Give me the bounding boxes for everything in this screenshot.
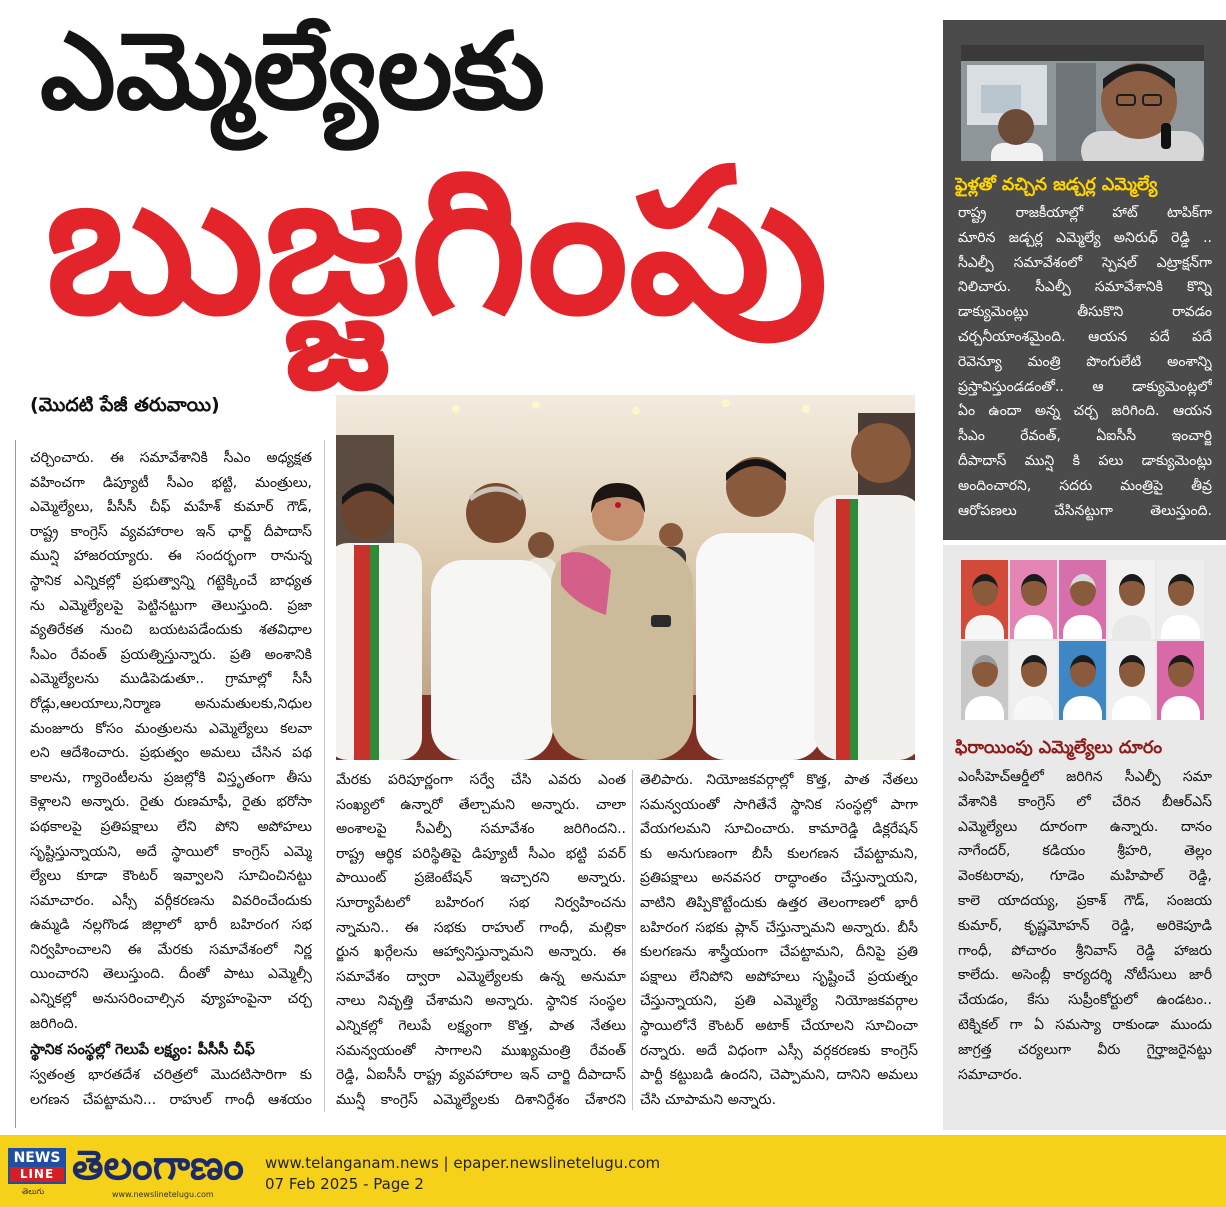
text-line: రాష్ట్ర రాజకీయాల్లో హాట్ టాపిక్‌గా [958,205,1212,221]
text-line: రెడ్డి, ఏఐసీసీ రాష్ట్ర వ్యవహారాల ఇన్ చార్జి దీపాదాస్ [336,1067,626,1084]
text-line: సృష్టిస్తున్నాయని, అదే స్థాయిలో కాంగ్రెస్ ఎమ్మె [30,843,312,860]
text-line: కుమార్, కృష్ణమోహన్ రెడ్డి, అరికెపూడి [958,917,1212,934]
text-line: సమాచారం. ఎస్సీ వర్గీకరణను వివరించేందుకు [30,892,312,909]
left-column-subheading: స్థానిక సంస్థల్లో గెలుపే లక్ష్యం: పీసీసీ చీఫ్ [30,1042,255,1058]
mla-shoulders [1161,696,1200,720]
mla-photo [1108,641,1155,720]
mla-head [972,574,998,606]
clp-meeting-photo-image [336,395,915,760]
mla-shoulders [1161,615,1200,639]
text-line: చేయడం, కేసు సుప్రీంకోర్టులో ఉండటం.. [958,992,1212,1009]
mla-shoulders [1014,696,1053,720]
text-line: ఎన్నికల్లో అనుసరించాల్సిన వ్యూహంపైనా చర్చ [30,991,312,1008]
mla-head [1119,574,1145,606]
text-line: చర్చించారు. ఈ సమావేశానికి సీఎం అధ్యక్షత [30,450,312,466]
text-line: ఎమ్మెల్యేలను ముడిపెడుతూ.. గ్రామాల్లో సీసీ [30,671,312,688]
newsline-logo [8,1148,66,1184]
text-line: బహిరంగ సభకు ప్లాన్ చేస్తున్నామని అన్నారు. బీసీ [640,919,918,936]
mla-photo [1010,560,1057,639]
text-line: తెలిపారు. నియోజకవర్గాల్లో కొత్త, పాత నేతలు [640,772,918,788]
text-line: నాగేందర్, కడియం శ్రీహరి, తెల్లం [958,843,1212,860]
text-line: న్నామని.. ఈ సభకు రాహుల్ గాంధీ, మల్లికా [336,919,626,936]
text-line: చేస్తున్నాయని, ప్రతి ఎమ్మెల్యే నియోజకవర్గాల [640,993,918,1010]
text-line: సూర్యాపేటలో బహిరంగ సభ నిర్వహించను [336,894,626,911]
newsline-logo-top: NEWS [10,1150,64,1167]
sidebar-top-text [958,201,1212,523]
mla-photo [961,560,1008,639]
text-line: ర్జున ఖర్గేలను ఆహ్వానిస్తున్నామని అన్నారు. ఈ [336,944,626,961]
text-line: సమన్వయంతో సాగితేనే స్థానిక సంస్థల్లో పాగా [640,796,918,813]
text-line: నాలు నివృత్తి చేశామని అన్నారు. స్థానిక సంస్థల [336,993,626,1010]
newsline-logo-caption: తెలుగు [22,1187,45,1196]
text-line: ఎంసీహెచ్ఆర్డీలో జరిగిన సీఎల్పీ సమా [958,769,1212,785]
text-line: మున్షి హాజరయ్యారు. ఈ సందర్భంగా రానున్న [30,548,312,565]
mla-photo [1157,641,1204,720]
left-column-subsection-text [30,1063,312,1112]
mla-shoulders [1112,696,1151,720]
text-line: ఎమ్మెల్యేలు దూరంగా ఉన్నారు. దానం [958,818,1212,835]
text-line: దీపాదాస్ మున్షి కి పలు డాక్యుమెంట్లు [958,452,1212,469]
mla-photo [1059,560,1106,639]
mla-head [1119,655,1145,687]
mla-shoulders [965,696,1004,720]
mla-head [1021,574,1047,606]
middle-column-1-text [336,768,626,1112]
headline-main [45,118,828,368]
left-column-text [30,446,312,1036]
text-line: ఉమ్మడి నల్లగొండ జిల్లాలో భారీ బహిరంగ సభ [30,917,312,934]
headline-line-1: ఎమ్మెల్యేలకు [40,10,545,134]
text-line: పాయింట్ ప్రజెంటేషన్ ఇచ్చారని అన్నారు. [336,870,626,887]
text-line: ఎన్నికల్లో గెలుపే లక్ష్యంగా కొత్త, పాత నేతలు [336,1017,626,1034]
text-line: సంఖ్యలో ఉన్నారో తేల్చామని అన్నారు. చాలా [336,796,626,813]
mla-head [1168,655,1194,687]
middle-column-2-text [640,768,918,1112]
newsline-logo-bottom: LINE [10,1167,64,1182]
defected-mlas-photo-grid [961,560,1204,720]
text-line: కాలను, గ్యారెంటీలను ప్రజల్లోకి విస్తృతంగా తీసు [30,769,312,786]
text-line: అంశాలపై సీఎల్పీ సమావేశం జరిగిందని.. [336,821,626,838]
text-line: నిర్వహించాలని ఈ మేరకు సమావేశంలో నిర్ణ [30,941,312,958]
text-line: సమన్వయంతో సాగాలని ముఖ్యమంత్రి రేవంత్ [336,1042,626,1059]
headline-line-2: బుజ్జగింపు [45,126,829,359]
mla-photo [1010,641,1057,720]
text-line: జాగ్రత్త చర్యలుగా వీరు గైర్హాజరైనట్టు [958,1041,1212,1058]
text-line: మున్షీ కాంగ్రెస్ ఎమ్మెల్యేలకు దిశానిర్దేశం చేశారని [336,1091,626,1108]
sidebar-jadcherla-mla-box [943,20,1226,540]
text-line: కులగణను శాస్త్రీయంగా చేపట్టామని, దీనిపై ప్రతి [640,944,918,961]
text-line: కెళ్లాలని అన్నారు. రైతు రుణమాఫీ, రైతు భరోసా [30,794,312,811]
text-line: వహించగా డిప్యూటీ సీఎం భట్టి, మంత్రులు, [30,474,312,491]
continued-from-front-page-label: (మొదటి పేజీ తరువాయి) [30,394,220,416]
mla-shoulders [965,615,1004,639]
page-footer [0,1135,1226,1207]
text-line: కాలె యాదయ్య, ప్రకాశ్ గౌడ్, సంజయ [958,892,1212,909]
column-rule [324,440,325,1112]
column-rule [632,770,633,1110]
text-line: కు అనుగుణంగా బీసీ కులగణన చేపట్టామని, [640,845,918,862]
text-line: ను ఎమ్మెల్యేలపై పెట్టినట్టుగా తెలుస్తుంది. ప్రజా [30,597,312,614]
text-line: సీఎం రేవంత్ ప్రయత్నిస్తున్నారు. ప్రతి అంశానికి [30,646,312,663]
text-line: లని ఆదేశించారు. ప్రభుత్వం అమలు చేసిన పథ [30,745,312,762]
mla-photo [961,641,1008,720]
text-line: యించారని తెలుస్తుంది. దీంతో పాటు ఎమ్మెల్సీ [30,966,312,983]
telanganam-brand-logo: తెలంగాణం [72,1141,244,1189]
text-line: ఆరోపణలు చేసినట్టుగా తెలుస్తుంది. [958,502,1212,519]
text-line: సీఎం రేవంత్, ఏఐసీసీ ఇంచార్జి [958,428,1212,445]
footer-date-page: 07 Feb 2025 - Page 2 [265,1175,424,1193]
footer-links: www.telanganam.news | epaper.newslinetelugu.com [265,1154,661,1172]
text-line: రన్నారు. అదే విధంగా ఎస్సీ వర్గకరణకు కాంగ్రెస్ [640,1042,918,1059]
text-line: సమాచారం. [958,1066,1023,1083]
text-line: గాంధీ, పోచారం శ్రీనివాస్ రెడ్డి హాజరు [958,942,1212,959]
text-line: రాష్ట్ర కాంగ్రెస్ వ్యవహారాల ఇన్ ఛార్జ్ దీపాదాస్ [30,523,312,540]
text-line: లగణన చేపట్టామని... రాహుల్ గాంధీ ఆశయం [30,1091,312,1108]
sidebar-defected-mlas-box [943,545,1226,1130]
text-line: రెవెన్యూ మంత్రి పొంగులేటి అంశాన్ని [958,353,1212,370]
text-line: పక్షాలు లేనిపోని అపోహలు సృష్టించే ప్రయత్నం [640,968,918,985]
text-line: చర్చనీయాంశమైంది. ఆయన పదే పదే [958,328,1212,345]
text-line: రోడ్లు,ఆలయాలు,నిర్మాణ అనుమతులకు,నిధుల [30,695,312,712]
text-line: డాక్యుమెంట్లు తీసుకొని రావడం [958,304,1212,321]
text-line: వేయగలమని సూచించారు. కామారెడ్డి డిక్లరేషన్ [640,821,918,838]
brand-url: www.newslinetelugu.com [112,1190,214,1199]
text-line: సీఎల్పీ సమావేశంలో స్పెషల్ ఎట్రాక్షన్‌గా [958,254,1212,271]
sidebar-bottom-text [958,765,1212,1087]
left-column-rule [15,440,16,1128]
text-line: పథకాలపై ప్రతిపక్షాలు లేని పోని అపోహలు [30,818,312,835]
text-line: ప్రస్తావిస్తుండడంతో.. ఆ డాక్యుమెంట్లలో [958,378,1212,395]
text-line: వాటిని తిప్పికొట్టేందుకు ఉత్తర తెలంగాణలో భారీ [640,894,918,911]
text-line: స్థాయిలోనే కౌంటర్ అటాక్ చేయాలని సూచించా [640,1017,918,1034]
mla-head [1168,574,1194,606]
text-line: స్వతంత్ర భారతదేశ చరిత్రలో మొదటిసారిగా కు [30,1067,312,1083]
mla-photo [1108,560,1155,639]
text-line: వ్యతిరేకత నుంచి బయటపడేందుకు శతవిధాల [30,622,312,639]
mla-head [1021,655,1047,687]
mla-head [1070,655,1096,687]
text-line: రాష్ట్ర ఆర్థిక పరిస్థితిపై డిప్యూటీ సీఎం భట్టి పవర్ [336,845,626,862]
jadcherla-mla-photo-image [961,45,1204,161]
text-line: అందించారని, సదరు మంత్రిపై తీవ్ర [958,477,1212,494]
mla-head [1070,574,1096,606]
text-line: జరిగింది. [30,1015,79,1032]
mla-shoulders [1063,696,1102,720]
text-line: ప్రతిపక్షాలు అనవసర రాద్ధాంతం చేస్తున్నాయని, [640,870,918,887]
text-line: మంజూరు కోసం మంత్రులను ఎమ్మెల్యేలు కలవా [30,720,312,737]
sidebar-bottom-heading: ఫిరాయింపు ఎమ్మెల్యేలు దూరం [955,738,1163,758]
clp-meeting-photo [336,395,915,760]
text-line: ఏం ఉందా అన్న చర్చ జరిగింది. ఆయన [958,403,1212,420]
mla-shoulders [1063,615,1102,639]
text-line: ల్యేలు కూడా కౌంటర్ ఇవ్వాలని సూచించినట్టు [30,868,312,885]
text-line: ఎమ్మెల్యేలు, పీసీసీ చీఫ్ మహేశ్ కుమార్ గౌడ్, [30,499,312,516]
text-line: నిలిచారు. సీఎల్పీ సమావేశానికి కొన్ని [958,279,1212,296]
jadcherla-mla-photo [961,45,1204,161]
text-line: కాలేదు. అసెంబ్లీ కార్యదర్శి నోటీసులు జారీ [958,967,1212,984]
text-line: స్థానిక ఎన్నికల్లో ప్రభుత్వాన్ని గట్టెక్కించే బాధ్యత [30,572,312,589]
mla-photo [1157,560,1204,639]
text-line: చేసి చూపామని అన్నారు. [640,1091,777,1108]
text-line: వేశానికి కాంగ్రెస్ లో చేరిన బీఆర్ఎస్ [958,793,1212,810]
text-line: పార్టీ కట్టుబడి ఉందని, చెప్పామని, దానిని అమలు [640,1067,918,1084]
text-line: సమావేశం ద్వారా ఎమ్మెల్యేలకు ఉన్న అనుమా [336,968,626,985]
text-line: మేరకు పరిపూర్ణంగా సర్వే చేసి ఎవరు ఎంత [336,772,626,788]
mla-photo [1059,641,1106,720]
text-line: మారిన జడ్చర్ల ఎమ్మెల్యే అనిరుధ్ రెడ్డి .. [958,229,1212,246]
sidebar-top-heading: ఫైళ్లతో వచ్చిన జడ్చర్ల ఎమ్మెల్యే [955,175,1158,195]
text-line: వెంకటరావు, గూడెం మహిపాల్ రెడ్డి, [958,868,1212,885]
mla-shoulders [1112,615,1151,639]
text-line: టెక్నికల్ గా ఏ సమస్యా రాకుండా ముందు [958,1016,1212,1033]
mla-shoulders [1014,615,1053,639]
mla-head [972,655,998,687]
